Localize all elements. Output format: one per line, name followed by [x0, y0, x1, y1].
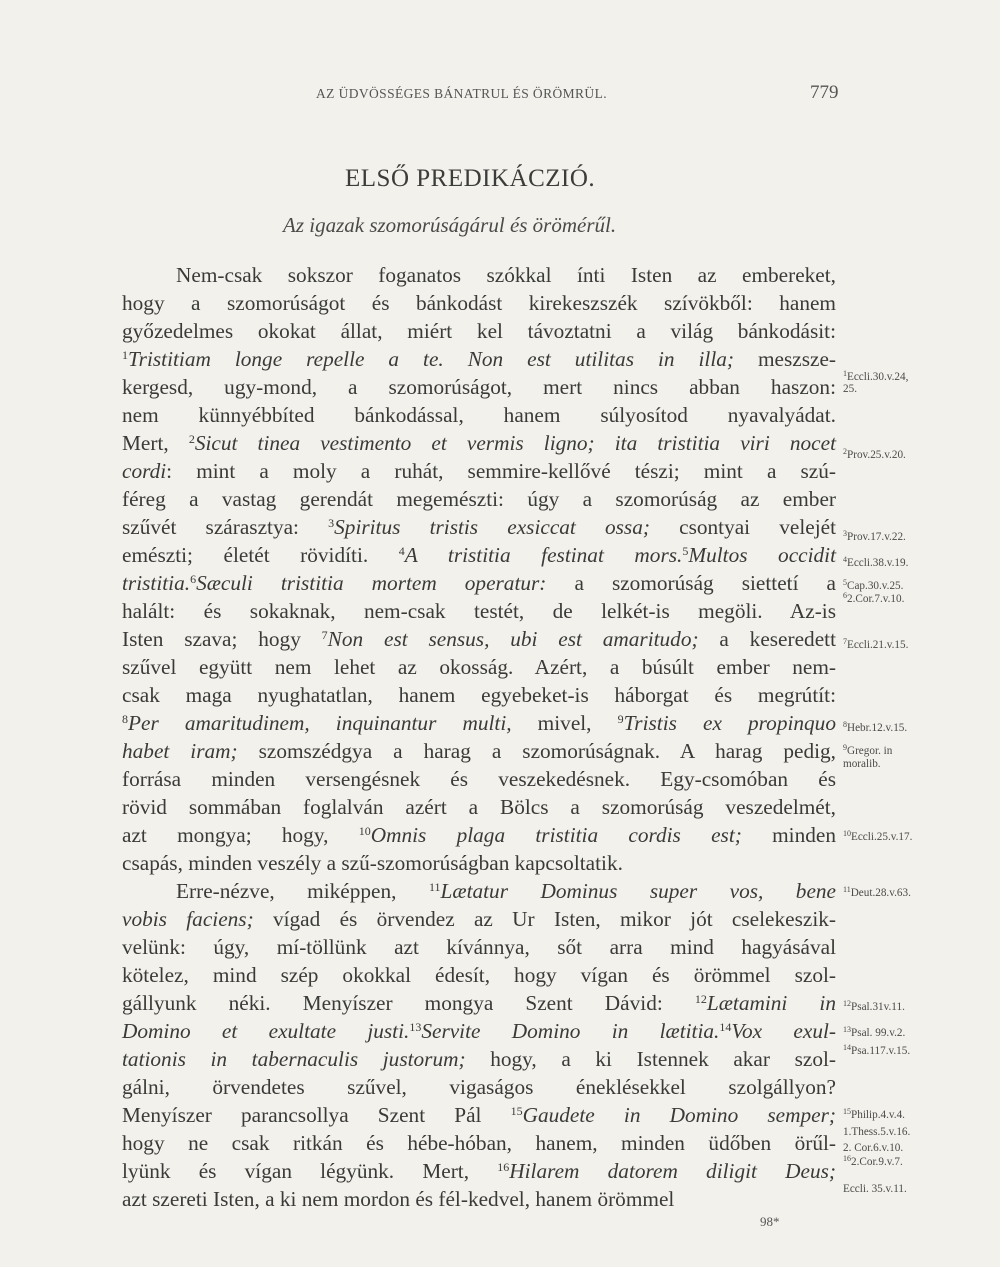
sermon-title: ELSŐ PREDIKÁCZIÓ. — [345, 165, 596, 192]
text-segment: kötelez, mind szép okokkal édesít, hogy vígan és örömmel szol- — [122, 963, 836, 987]
marginal-reference — [843, 1126, 910, 1139]
text-segment: csapás, minden veszély a szű-szomorúságban kapcsoltatik. — [122, 851, 623, 875]
reference-text: Psal. 99.v.2. — [851, 1027, 906, 1039]
reference-marker: 11 — [843, 885, 851, 894]
reference-marker: 1 — [843, 369, 847, 378]
text-line — [122, 1129, 836, 1157]
marginal-reference — [843, 745, 892, 758]
text-segment: Menyíszer parancsollya Szent Pál — [122, 1103, 511, 1127]
reference-marker: 9 — [843, 743, 847, 752]
reference-text: Gregor. in — [847, 745, 893, 757]
text-line — [122, 625, 836, 653]
latin-quote: Lætamini in — [706, 991, 836, 1015]
marginal-reference — [843, 831, 912, 844]
text-segment: gállyunk néki. Menyíszer mongya Szent Dávid: — [122, 991, 695, 1015]
marginal-reference — [843, 580, 903, 593]
reference-text: Eccli. 35.v.11. — [843, 1183, 907, 1195]
text-line — [122, 345, 836, 373]
text-segment: Nem-csak sokszor foganatos szókkal ínti Isten az embereket, — [176, 263, 836, 287]
text-segment: vígad és örvendez az Ur Isten, mikor jót cselekeszik- — [253, 907, 836, 931]
footnote-marker: 6 — [190, 572, 197, 586]
reference-text: Eccli.21.v.15. — [847, 639, 909, 651]
reference-text: 25. — [843, 383, 857, 395]
text-line — [122, 653, 836, 681]
latin-quote: Vox exul- — [731, 1019, 836, 1043]
text-segment: győzedelmes okokat állat, miért kel távoztatni a világ bánkodásit: — [122, 319, 836, 343]
text-segment: hogy a szomorúságot és bánkodást kirekeszszék szívökből: hanem — [122, 291, 836, 315]
latin-quote: A tristitia festinat mors. — [404, 543, 683, 567]
reference-text: Eccli.30.v.24, — [847, 371, 909, 383]
marginal-reference — [843, 758, 881, 771]
text-line — [122, 597, 836, 625]
footnote-marker: 1 — [122, 348, 128, 362]
text-segment: gálni, örvendetes szűvel, vigaságos éneklésekkel szolgállyon? — [122, 1075, 836, 1099]
footnote-marker: 10 — [358, 824, 371, 838]
text-segment: emészti; életét rövidíti. — [122, 543, 399, 567]
footnote-marker: 4 — [398, 544, 405, 558]
marginal-reference — [843, 639, 908, 652]
latin-quote: Domino et exultate justi. — [122, 1019, 410, 1043]
footnote-marker: 2 — [188, 432, 195, 446]
reference-marker: 5 — [843, 578, 847, 587]
reference-text: Hebr.12.v.15. — [847, 722, 908, 734]
latin-quote: cordi — [122, 459, 167, 483]
reference-marker: 10 — [843, 829, 851, 838]
text-segment: a keseredett — [698, 627, 836, 651]
marginal-reference — [843, 1027, 905, 1040]
reference-text: 1.Thess.5.v.16. — [843, 1126, 911, 1138]
text-segment: azt mongya; hogy, — [122, 823, 359, 847]
text-line — [176, 261, 836, 289]
text-line — [122, 429, 836, 457]
marginal-reference — [843, 557, 908, 570]
footnote-marker: 7 — [321, 628, 328, 642]
marginal-reference — [843, 722, 907, 735]
text-line — [122, 737, 836, 765]
text-segment: Isten szava; hogy — [122, 627, 322, 651]
footnote-marker: 9 — [617, 712, 624, 726]
text-segment: mivel, — [511, 711, 618, 735]
reference-text: Deut.28.v.63. — [850, 887, 911, 899]
marginal-reference — [843, 383, 857, 396]
reference-text: Prov.25.v.20. — [847, 449, 906, 461]
marginal-reference — [843, 1156, 903, 1169]
latin-quote: Sicut tinea vestimento et vermis ligno; ita tristitia viri nocet — [194, 431, 836, 455]
reference-text: Eccli.38.v.19. — [847, 557, 909, 569]
text-line — [122, 905, 836, 933]
reference-marker: 12 — [843, 999, 851, 1008]
text-line — [122, 485, 836, 513]
text-line — [122, 569, 836, 597]
text-segment: szűvel együtt nem lehet az okosság. Azért, a búsúlt ember nem- — [122, 655, 836, 679]
text-segment: minden — [741, 823, 836, 847]
text-segment: velünk: úgy, mí-töllünk azt kívánnya, sőt arra mind hagyásával — [122, 935, 836, 959]
reference-marker: 2 — [843, 447, 847, 456]
text-segment: Mert, — [122, 431, 189, 455]
latin-quote: Servite Domino in lætitia. — [421, 1019, 720, 1043]
reference-marker: 3 — [843, 529, 847, 538]
latin-quote: Tristis ex propinquo — [623, 711, 836, 735]
text-line — [122, 849, 836, 877]
text-line — [122, 1101, 836, 1129]
latin-quote: Hilarem datorem diligit Deus; — [509, 1159, 836, 1183]
signature-mark: 98* — [760, 1214, 780, 1229]
footnote-marker: 13 — [409, 1020, 422, 1034]
text-line — [122, 989, 836, 1017]
text-segment: szomszédgya a harag a szomorúságnak. A harag pedig, — [237, 739, 836, 763]
text-line — [122, 1185, 836, 1213]
text-line — [122, 765, 836, 793]
latin-quote: Lætatur Dominus super vos, bene — [440, 879, 836, 903]
text-line — [122, 457, 836, 485]
marginal-reference — [843, 593, 904, 606]
footnote-marker: 3 — [328, 516, 335, 530]
reference-text: Psal.31v.11. — [851, 1001, 905, 1013]
text-segment: a szomorúság siettetí a — [546, 571, 836, 595]
latin-quote: Omnis plaga tristitia cordis est; — [370, 823, 742, 847]
text-line — [122, 1017, 836, 1045]
footnote-marker: 16 — [497, 1160, 510, 1174]
latin-quote: tationis in tabernaculis justorum; — [122, 1047, 466, 1071]
text-segment: szűvét szárasztya: — [122, 515, 329, 539]
text-segment: csontyai velejét — [649, 515, 837, 539]
text-segment: féreg a vastag gerendát megemészti: úgy a szomorúság az ember — [122, 487, 836, 511]
text-segment: rövid sommában foglalván azért a Bölcs a szomorúság veszedelmét, — [122, 795, 836, 819]
reference-marker: 15 — [843, 1107, 851, 1116]
marginal-reference — [843, 1142, 903, 1155]
text-segment: csak maga nyughatatlan, hanem egyebeket-is háborgat és megrútít: — [122, 683, 836, 707]
text-segment: lyünk és vígan légyünk. Mert, — [122, 1159, 498, 1183]
text-segment: halált: és sokaknak, nem-csak testét, de lelkét-is megöli. Az-is — [122, 599, 836, 623]
footnote-marker: 8 — [122, 712, 128, 726]
reference-text: Prov.17.v.22. — [847, 531, 906, 543]
reference-marker: 4 — [843, 555, 847, 564]
reference-marker: 14 — [843, 1043, 851, 1052]
text-line — [122, 541, 836, 569]
text-segment: meszsze- — [733, 347, 836, 371]
latin-quote: Gaudete in Domino semper; — [522, 1103, 836, 1127]
marginal-reference — [843, 887, 911, 900]
text-line — [122, 1073, 836, 1101]
latin-quote: tristitia. — [122, 571, 191, 595]
footnote-marker: 5 — [682, 544, 689, 558]
text-segment: Erre-nézve, miképpen, — [176, 879, 429, 903]
text-line — [122, 933, 836, 961]
reference-text: 2.Cor.9.v.7. — [851, 1156, 903, 1168]
reference-text: Cap.30.v.25. — [847, 580, 904, 592]
text-segment: : mint a moly a ruhát, semmire-kellővé tészi; mint a szú- — [166, 459, 836, 483]
footnote-marker: 12 — [694, 992, 707, 1006]
text-line — [122, 709, 836, 737]
reference-marker: 13 — [843, 1025, 851, 1034]
text-line — [122, 961, 836, 989]
page-number: 779 — [810, 82, 839, 103]
reference-marker: 7 — [843, 637, 847, 646]
latin-quote: Tristitiam longe repelle a te. Non est utilitas in illa; — [128, 347, 734, 371]
footnote-marker: 14 — [719, 1020, 732, 1034]
text-segment: kergesd, ugy-mond, a szomorúságot, mert nincs abban haszon: — [122, 375, 836, 399]
text-line — [122, 513, 836, 541]
text-line — [122, 317, 836, 345]
footnote-marker: 15 — [510, 1104, 523, 1118]
latin-quote: habet iram; — [122, 739, 238, 763]
marginal-reference — [843, 449, 906, 462]
text-line — [122, 681, 836, 709]
text-line — [122, 1045, 836, 1073]
marginal-reference — [843, 1001, 905, 1014]
reference-marker: 6 — [843, 591, 847, 600]
text-segment: hogy ne csak ritkán és hébe-hóban, hanem, minden üdőben örűl- — [122, 1131, 836, 1155]
marginal-reference — [843, 531, 906, 544]
text-line — [122, 401, 836, 429]
sermon-subtitle: Az igazak szomorúságárul és örömérűl. — [283, 213, 617, 237]
footnote-marker: 11 — [428, 880, 441, 894]
text-segment: azt szereti Isten, a ki nem mordon és fél-kedvel, hanem örömmel — [122, 1187, 675, 1211]
reference-marker: 8 — [843, 720, 847, 729]
marginal-reference — [843, 1109, 905, 1122]
reference-text: 2. Cor.6.v.10. — [843, 1142, 904, 1154]
text-line — [122, 793, 836, 821]
latin-quote: vobis faciens; — [122, 907, 254, 931]
reference-text: Philip.4.v.4. — [851, 1109, 905, 1121]
reference-text: 2.Cor.7.v.10. — [847, 593, 905, 605]
reference-marker: 16 — [843, 1154, 851, 1163]
reference-text: moralib. — [843, 758, 881, 770]
latin-quote: Multos occidit — [688, 543, 836, 567]
text-line — [122, 373, 836, 401]
marginal-reference — [843, 1183, 907, 1196]
running-title: AZ ÜDVÖSSÉGES BÁNATRUL ÉS ÖRÖMRÜL. — [316, 86, 607, 101]
text-line — [122, 289, 836, 317]
marginal-reference — [843, 1045, 910, 1058]
reference-text: Eccli.25.v.17. — [851, 831, 913, 843]
text-segment: nem künnyébbíted bánkodással, hanem súlyosítod nyavalyádat. — [122, 403, 836, 427]
text-line — [122, 821, 836, 849]
text-segment: forrása minden versengésnek és veszekedésnek. Egy-csomóban és — [122, 767, 836, 791]
reference-text: Psa.117.v.15. — [851, 1045, 911, 1057]
latin-quote: Sæculi tristitia mortem operatur: — [196, 571, 547, 595]
latin-quote: Per amaritudinem, inquinantur multi, — [128, 711, 512, 735]
text-line — [176, 877, 836, 905]
latin-quote: Non est sensus, ubi est amaritudo; — [327, 627, 699, 651]
text-line — [122, 1157, 836, 1185]
text-segment: hogy, a ki Istennek akar szol- — [465, 1047, 836, 1071]
latin-quote: Spiritus tristis exsiccat ossa; — [334, 515, 650, 539]
